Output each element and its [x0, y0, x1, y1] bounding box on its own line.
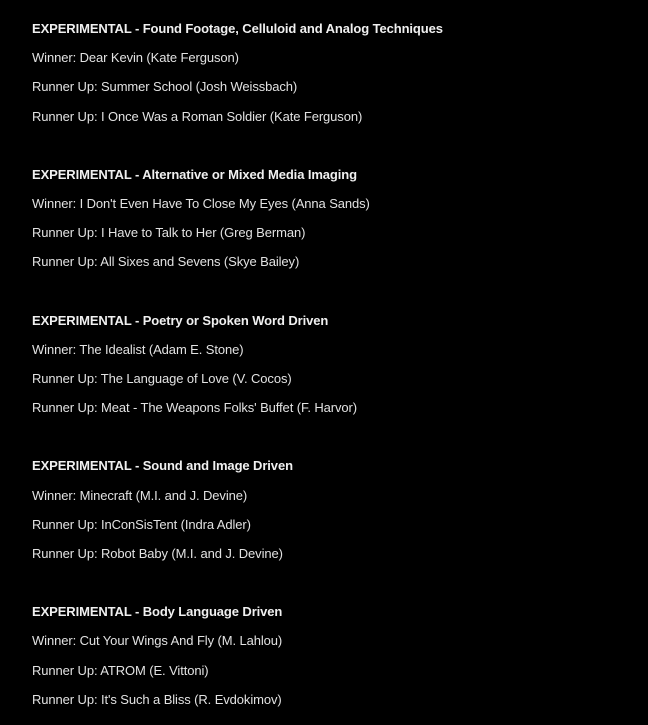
runner-up-entry: Runner Up: Summer School (Josh Weissbach) — [32, 79, 298, 95]
category-heading: EXPERIMENTAL - Alternative or Mixed Media Imaging — [32, 166, 357, 182]
category-section-found-footage — [32, 14, 648, 131]
category-heading: EXPERIMENTAL - Body Language Driven — [32, 604, 283, 620]
runner-up-entry: Runner Up: I Once Was a Roman Soldier (Kate Ferguson) — [32, 108, 363, 124]
winner-entry: Winner: The Idealist (Adam E. Stone) — [32, 341, 244, 357]
runner-up-entry: Runner Up: Robot Baby (M.I. and J. Devine) — [32, 546, 283, 562]
runner-up-entry: Runner Up: The Language of Love (V. Cocos) — [32, 371, 292, 387]
category-section-mixed-media — [32, 160, 648, 277]
winner-entry: Winner: Minecraft (M.I. and J. Devine) — [32, 487, 248, 503]
runner-up-entry: Runner Up: ATROM (E. Vittoni) — [32, 662, 209, 678]
runner-up-entry: Runner Up: I Have to Talk to Her (Greg Berman) — [32, 225, 306, 241]
category-section-sound-image — [32, 451, 648, 568]
category-heading: EXPERIMENTAL - Sound and Image Driven — [32, 458, 293, 474]
category-heading: EXPERIMENTAL - Poetry or Spoken Word Driven — [32, 312, 329, 328]
runner-up-entry: Runner Up: InConSisTent (Indra Adler) — [32, 516, 251, 532]
runner-up-entry: Runner Up: Meat - The Weapons Folks' Buffet (F. Harvor) — [32, 400, 358, 416]
runner-up-entry: Runner Up: It's Such a Bliss (R. Evdokimov) — [32, 691, 282, 707]
winner-entry: Winner: Cut Your Wings And Fly (M. Lahlou) — [32, 633, 283, 649]
category-section-body-language — [32, 597, 648, 714]
category-section-poetry — [32, 306, 648, 423]
winner-entry: Winner: Dear Kevin (Kate Ferguson) — [32, 50, 239, 66]
winner-entry: Winner: I Don't Even Have To Close My Eyes (Anna Sands) — [32, 196, 370, 212]
runner-up-entry: Runner Up: All Sixes and Sevens (Skye Bailey) — [32, 254, 300, 270]
category-heading: EXPERIMENTAL - Found Footage, Celluloid and Analog Techniques — [32, 21, 443, 36]
